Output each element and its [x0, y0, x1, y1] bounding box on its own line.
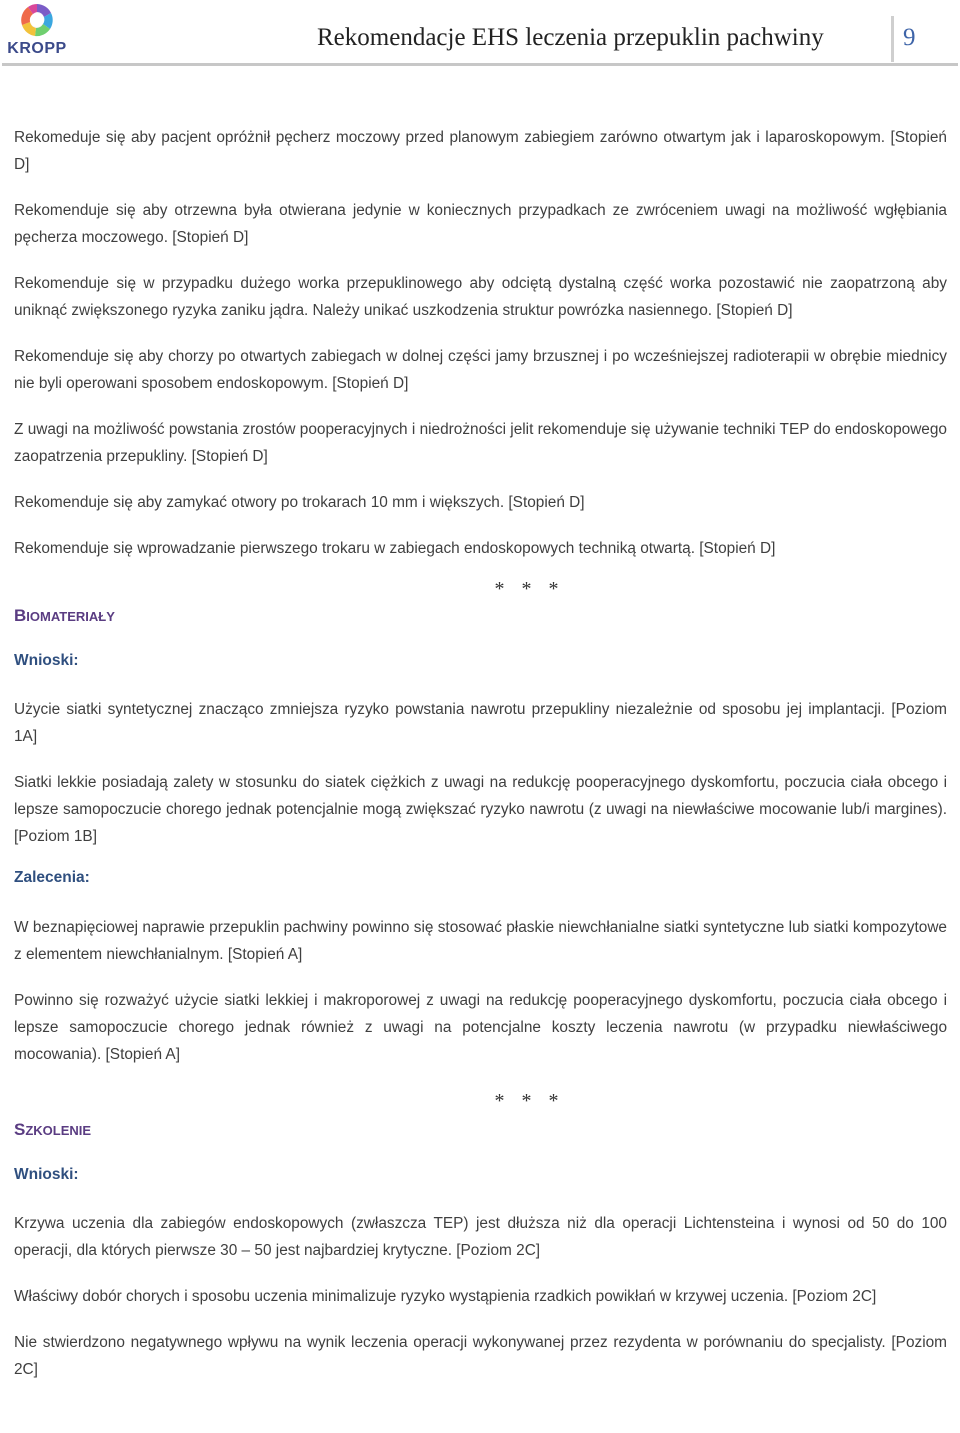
paragraph: Użycie siatki syntetycznej znacząco zmniejsza ryzyko powstania nawrotu przepukliny niezależnie od sposobu jej implantacji. [Poziom 1A]: [14, 701, 947, 745]
heading-rest: IOMATERIAŁY: [26, 609, 115, 624]
paragraph: Rekomenduje się aby chorzy po otwartych zabiegach w dolnej części jamy brzusznej i po wcześniejszej radioterapii w obrębie miednicy nie byli operowani sposobem endoskopowym. [Stopień D]: [14, 348, 947, 392]
header-divider: [891, 16, 894, 62]
zalecenia-heading: Zalecenia:: [14, 869, 90, 886]
section-heading-biomaterialy: [14, 606, 947, 628]
section-heading-szkolenie: [14, 1120, 947, 1142]
section-separator: * * *: [494, 1090, 565, 1112]
paragraph: Z uwagi na możliwość powstania zrostów pooperacyjnych i niedrożności jelit rekomenduje się używanie techniki TEP do endoskopowego zaopatrzenia przepukliny. [Stopień D]: [14, 421, 947, 465]
paragraph: Rekomenduje się wprowadzanie pierwszego trokaru w zabiegach endoskopowych techniką otwartą. [Stopień D]: [14, 540, 776, 557]
wnioski-heading: Wnioski:: [14, 652, 79, 669]
logo-text: KROPP: [7, 40, 67, 57]
kropp-logo: [6, 2, 68, 60]
page-header: [0, 0, 960, 70]
document-body: [14, 124, 947, 1402]
heading-rest: ZKOLENIE: [25, 1123, 92, 1138]
paragraph: Siatki lekkie posiadają zalety w stosunku do siatek ciężkich z uwagi na redukcję pooperacyjnego dyskomfortu, poczucia ciała obcego i lepsze samopoczucie chorego jednak potencjalnie mogą zwiększać ryzyko nawrotu (z uwagi na niewłaściwe mocowanie lub/i margines). [Poziom 1B]: [14, 774, 947, 845]
paragraph: Właściwy dobór chorych i sposobu uczenia minimalizuje ryzyko wystąpienia rzadkich powikłań w krzywej uczenia. [Poziom 2C]: [14, 1288, 877, 1305]
heading-initial: B: [14, 606, 27, 625]
paragraph: Rekomenduje się w przypadku dużego worka przepuklinowego aby odciętą dystalną część worka pozostawić nie zaopatrzoną aby uniknąć zwiększonego ryzyka zaniku jądra. Należy unikać uszkodzenia struktur powrózka nasiennego. [Stopień D]: [14, 275, 947, 319]
header-rule: [2, 63, 958, 66]
paragraph: W beznapięciowej naprawie przepuklin pachwiny powinno się stosować płaskie niewchłanialne siatki syntetyczne lub siatki kompozytowe z elementem niewchłanialnym. [Stopień A]: [14, 919, 947, 963]
paragraph: Krzywa uczenia dla zabiegów endoskopowych (zwłaszcza TEP) jest dłuższa niż dla operacji Lichtensteina i wynosi od 50 do 100 operacji, dla których pierwsze 30 – 50 jest najbardziej krytyczne. [Poziom 2C]: [14, 1215, 947, 1259]
paragraph: Powinno się rozważyć użycie siatki lekkiej i makroporowej z uwagi na redukcję pooperacyjnego dyskomfortu, poczucia ciała obcego i lepsze samopoczucie chorego jednak również z uwagi na potencjalne koszty leczenia nawrotu (w przypadku niewłaściwego mocowania). [Stopień A]: [14, 992, 947, 1063]
section-separator: * * *: [494, 578, 565, 600]
logo-circle-icon: [6, 2, 68, 42]
page-number: 9: [903, 24, 916, 51]
paragraph: Nie stwierdzono negatywnego wpływu na wynik leczenia operacji wykonywanej przez rezydenta w porównaniu do specjalisty. [Poziom 2C]: [14, 1334, 947, 1378]
heading-initial: S: [14, 1120, 26, 1139]
document-title: Rekomendacje EHS leczenia przepuklin pachwiny: [317, 24, 824, 51]
paragraph: Rekomeduje się aby pacjent opróżnił pęcherz moczowy przed planowym zabiegiem zarówno otwartym jak i laparoskopowym. [Stopień D]: [14, 129, 947, 173]
paragraph: Rekomenduje się aby zamykać otwory po trokarach 10 mm i większych. [Stopień D]: [14, 494, 585, 511]
wnioski-heading: Wnioski:: [14, 1166, 79, 1183]
paragraph: Rekomenduje się aby otrzewna była otwierana jedynie w koniecznych przypadkach ze zwróceniem uwagi na możliwość wgłębiania pęcherza moczowego. [Stopień D]: [14, 202, 947, 246]
